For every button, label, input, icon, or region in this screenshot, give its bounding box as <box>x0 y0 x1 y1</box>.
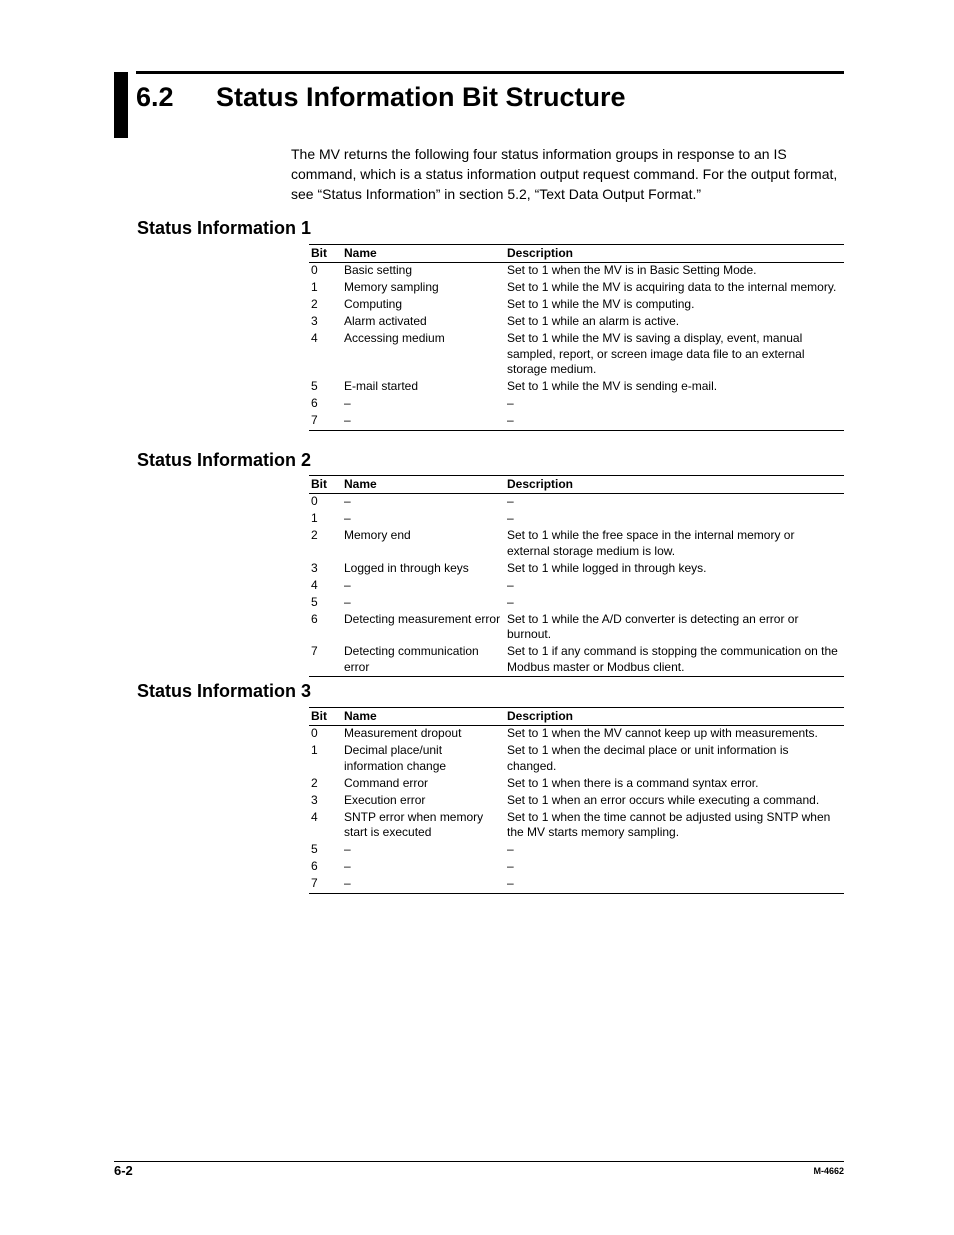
table-row <box>309 594 844 611</box>
document-id: M-4662 <box>813 1166 844 1176</box>
bit-cell: 7 <box>311 644 318 659</box>
bit-cell: 6 <box>311 859 318 874</box>
bit-cell: 0 <box>311 494 318 509</box>
name-cell: Command error <box>344 775 429 790</box>
bit-cell: 1 <box>311 743 318 758</box>
name-cell: Execution error <box>344 792 426 807</box>
title-rule <box>136 71 844 74</box>
bit-cell: 7 <box>311 876 318 891</box>
status-info-3-table <box>309 707 844 894</box>
column-header-bit: Bit <box>309 476 343 494</box>
name-cell: SNTP error when memory start is executed <box>344 809 484 840</box>
bit-cell: 4 <box>311 809 318 824</box>
description-cell: Set to 1 when the decimal place or unit information is changed. <box>507 743 789 773</box>
description-cell: Set to 1 when the MV is in Basic Setting Mode. <box>507 263 757 278</box>
table-row <box>309 743 844 776</box>
name-cell: Decimal place/unit information change <box>344 743 447 773</box>
table-row <box>309 280 844 297</box>
column-header-description: Description <box>505 476 844 494</box>
bit-cell: 2 <box>311 297 318 312</box>
status-info-2-heading: Status Information 2 <box>137 450 312 470</box>
table-row <box>309 725 844 743</box>
table-header-row <box>309 476 844 494</box>
intro-paragraph: The MV returns the following four status information groups in response to an IS command, which is a status information output request command. For the output format, see “Status Information” in section 5.2, “Text Data Output Format.” <box>291 146 838 202</box>
name-cell: Measurement dropout <box>344 726 462 741</box>
table-row <box>309 611 844 644</box>
description-cell: Set to 1 when there is a command syntax error. <box>507 775 759 790</box>
status-info-1-table <box>309 244 844 431</box>
description-cell: Set to 1 while the A/D converter is detecting an error or burnout. <box>507 611 799 642</box>
table-row <box>309 842 844 859</box>
column-header-description: Description <box>505 245 844 263</box>
name-cell: Alarm activated <box>344 314 427 329</box>
description-cell: Set to 1 while the MV is acquiring data to the internal memory. <box>507 280 837 295</box>
name-cell: Detecting measurement error <box>344 611 501 626</box>
section-number: 6.2 <box>136 82 174 112</box>
table-row <box>309 331 844 379</box>
description-cell: Set to 1 when the time cannot be adjusted using SNTP when the MV starts memory sampling. <box>507 809 831 840</box>
name-cell: Memory sampling <box>344 280 439 295</box>
description-cell: Set to 1 when an error occurs while executing a command. <box>507 792 820 807</box>
table-row <box>309 792 844 809</box>
description-cell: – <box>507 577 514 592</box>
bit-cell: 7 <box>311 413 318 428</box>
name-cell: Accessing medium <box>344 331 445 346</box>
bit-cell: 5 <box>311 842 318 857</box>
name-cell: – <box>344 511 351 526</box>
table-row <box>309 493 844 511</box>
table-row <box>309 577 844 594</box>
table-row <box>309 859 844 876</box>
description-cell: Set to 1 while the MV is computing. <box>507 297 695 312</box>
name-cell: Detecting communication error <box>344 644 479 674</box>
description-cell: Set to 1 when the MV cannot keep up with measurements. <box>507 726 818 741</box>
bit-cell: 3 <box>311 560 318 575</box>
column-header-description: Description <box>505 708 844 726</box>
bit-cell: 6 <box>311 611 318 626</box>
description-cell: Set to 1 if any command is stopping the communication on the Modbus master or Modbus client. <box>507 644 838 674</box>
description-cell: – <box>507 876 514 891</box>
name-cell: – <box>344 396 351 411</box>
name-cell: Computing <box>344 297 403 312</box>
table-row <box>309 775 844 792</box>
bit-cell: 0 <box>311 726 318 741</box>
table-row <box>309 262 844 280</box>
table-row <box>309 379 844 396</box>
table-header-row <box>309 708 844 726</box>
section-title: Status Information Bit Structure <box>216 82 626 112</box>
name-cell: – <box>344 859 351 874</box>
description-cell: – <box>507 413 514 428</box>
column-header-bit: Bit <box>309 245 343 263</box>
status-info-1-heading: Status Information 1 <box>137 218 312 238</box>
column-header-bit: Bit <box>309 708 343 726</box>
name-cell: Logged in through keys <box>344 560 469 575</box>
footer-rule <box>114 1161 844 1162</box>
description-cell: Set to 1 while the MV is sending e-mail. <box>507 379 718 394</box>
bit-cell: 1 <box>311 280 318 295</box>
chapter-marker-bar <box>114 72 128 138</box>
table-row <box>309 297 844 314</box>
bit-cell: 4 <box>311 331 318 346</box>
bit-cell: 1 <box>311 511 318 526</box>
bit-cell: 6 <box>311 396 318 411</box>
column-header-name: Name <box>343 245 505 263</box>
bit-cell: 3 <box>311 792 318 807</box>
name-cell: Basic setting <box>344 263 413 278</box>
table-row <box>309 314 844 331</box>
table-row <box>309 396 844 413</box>
status-info-3-heading: Status Information 3 <box>137 681 312 701</box>
table-header-row <box>309 245 844 263</box>
bit-cell: 5 <box>311 379 318 394</box>
description-cell: Set to 1 while the free space in the internal memory or external storage medium is low. <box>507 528 795 558</box>
description-cell: – <box>507 594 514 609</box>
name-cell: – <box>344 876 351 891</box>
table-row <box>309 876 844 894</box>
name-cell: – <box>344 413 351 428</box>
table-row <box>309 413 844 431</box>
bit-cell: 0 <box>311 263 318 278</box>
description-cell: – <box>507 859 514 874</box>
bit-cell: 2 <box>311 775 318 790</box>
description-cell: – <box>507 842 514 857</box>
description-cell: Set to 1 while the MV is saving a display, event, manual sampled, report, or screen image data file to an external storage medium. <box>507 331 805 377</box>
description-cell: Set to 1 while logged in through keys. <box>507 560 707 575</box>
description-cell: – <box>507 511 514 526</box>
bit-cell: 4 <box>311 577 318 592</box>
table-row <box>309 511 844 528</box>
table-row <box>309 560 844 577</box>
bit-cell: 3 <box>311 314 318 329</box>
bit-cell: 5 <box>311 594 318 609</box>
name-cell: – <box>344 577 351 592</box>
table-row <box>309 528 844 561</box>
description-cell: – <box>507 494 514 509</box>
name-cell: – <box>344 594 351 609</box>
description-cell: Set to 1 while an alarm is active. <box>507 314 680 329</box>
table-row <box>309 644 844 677</box>
status-info-2-table <box>309 475 844 677</box>
name-cell: E-mail started <box>344 379 419 394</box>
column-header-name: Name <box>343 708 505 726</box>
name-cell: – <box>344 842 351 857</box>
name-cell: – <box>344 494 351 509</box>
description-cell: – <box>507 396 514 411</box>
name-cell: Memory end <box>344 528 411 543</box>
bit-cell: 2 <box>311 528 318 543</box>
column-header-name: Name <box>343 476 505 494</box>
page-number: 6-2 <box>114 1163 133 1178</box>
table-row <box>309 809 844 842</box>
page-title <box>136 80 626 114</box>
